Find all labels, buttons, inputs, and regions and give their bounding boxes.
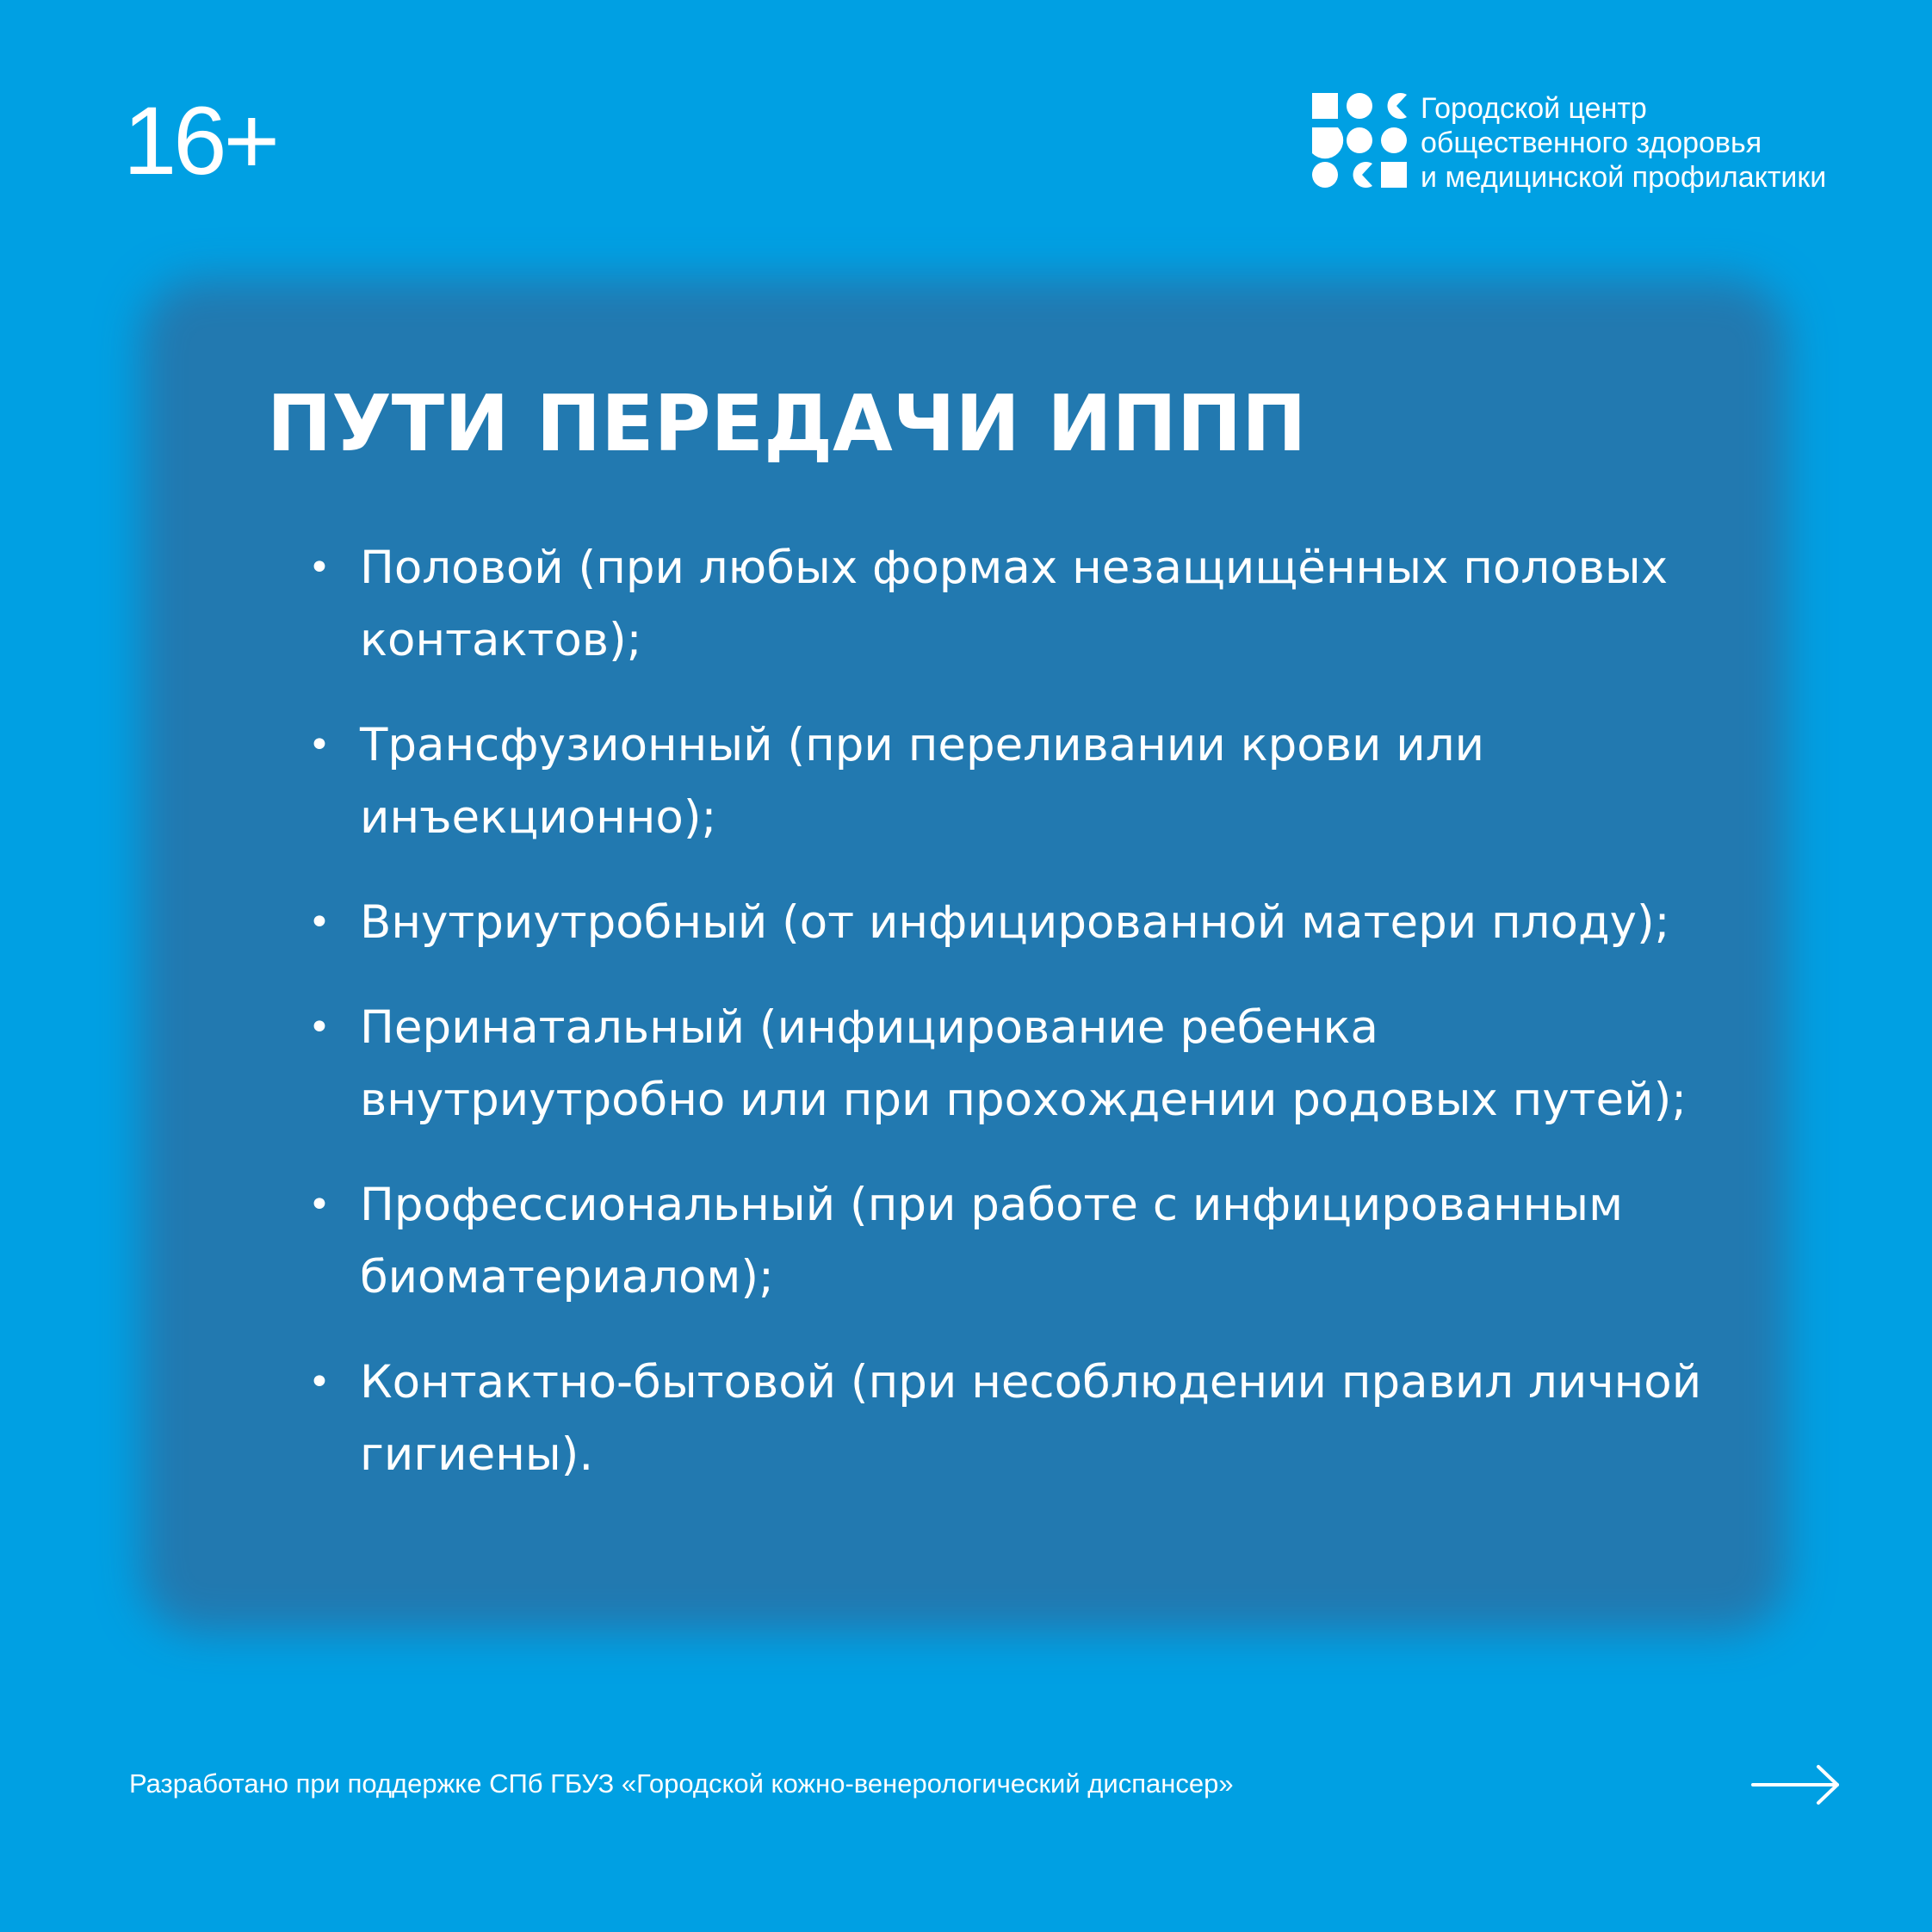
bullet-icon: •	[308, 1183, 331, 1227]
list-item	[293, 887, 1705, 959]
route-text: Перинатальный (инфицирование ребенка внутриутробно или при прохождении родовых путей);	[360, 1001, 1687, 1126]
geometric-shapes-logo-icon	[1312, 93, 1407, 188]
transmission-routes-list	[293, 532, 1705, 1524]
bullet-icon: •	[308, 723, 331, 767]
organization-name-line: и медицинской профилактики	[1421, 161, 1827, 194]
organization-name-line: общественного здоровья	[1421, 127, 1762, 159]
bullet-icon: •	[308, 1360, 331, 1404]
route-text: Внутриутробный (от инфицированной матери плоду);	[360, 896, 1670, 949]
organization-branding	[1312, 91, 1826, 195]
list-item	[293, 992, 1705, 1136]
list-item	[293, 1347, 1705, 1491]
organization-name	[1421, 91, 1826, 195]
page-title: ПУТИ ПЕРЕДАЧИ ИППП	[267, 379, 1307, 469]
bullet-icon: •	[308, 546, 331, 590]
arrow-right-icon[interactable]	[1751, 1763, 1841, 1806]
footer-note: Разработано при поддержке СПб ГБУЗ «Городской кожно-венерологический диспансер»	[129, 1768, 1234, 1799]
route-text: Трансфузионный (при переливании крови или инъекционно);	[360, 719, 1485, 844]
list-item	[293, 532, 1705, 677]
bullet-icon: •	[308, 901, 331, 944]
age-rating-badge: 16+	[123, 87, 276, 195]
route-text: Контактно-бытовой (при несоблюдении правил личной гигиены).	[360, 1356, 1702, 1481]
list-item	[293, 709, 1705, 854]
bullet-icon: •	[308, 1006, 331, 1050]
route-text: Половой (при любых формах незащищённых половых контактов);	[360, 542, 1669, 666]
organization-name-line: Городской центр	[1421, 92, 1647, 125]
list-item	[293, 1169, 1705, 1314]
route-text: Профессиональный (при работе с инфицированным биоматериалом);	[360, 1179, 1624, 1303]
